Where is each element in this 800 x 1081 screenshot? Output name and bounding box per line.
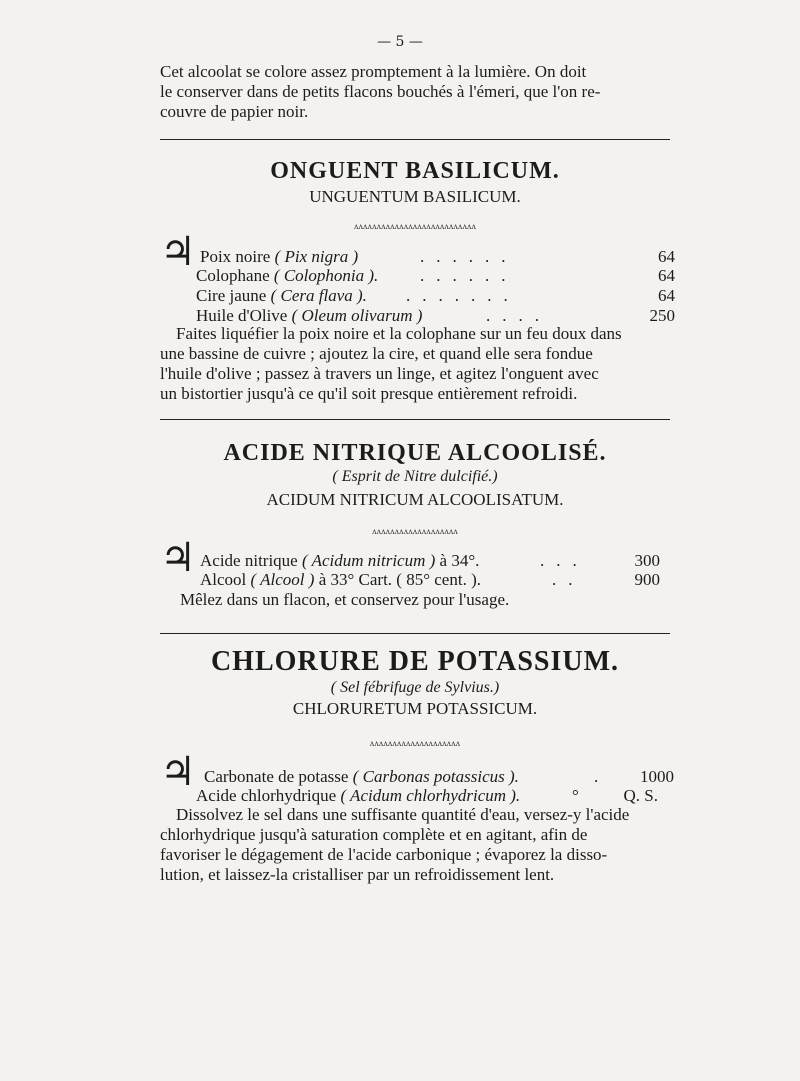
instruction-line: favoriser le dégagement de l'acide carbonique ; évaporez la disso- bbox=[160, 845, 608, 864]
ingredient-dots: ....... bbox=[406, 286, 520, 305]
ingredient-extra: à 34°. bbox=[439, 551, 480, 570]
ingredient-quantity: 900 bbox=[634, 570, 660, 589]
ingredient-name: Alcool bbox=[200, 570, 247, 589]
ingredient-row bbox=[196, 286, 675, 306]
ingredient-latin: ( Carbonas potassicus ). bbox=[352, 767, 519, 786]
ingredient-latin: ( Alcool ) bbox=[250, 570, 315, 589]
ingredient-latin: ( Colophonia ). bbox=[273, 266, 379, 285]
ingredient-name: Acide nitrique bbox=[200, 551, 298, 570]
section-divider bbox=[160, 633, 670, 634]
section-latin-title: CHLORURETUM POTASSICUM. bbox=[292, 699, 538, 718]
ingredient-quantity: Q. S. bbox=[623, 786, 658, 805]
instruction-line: Faites liquéfier la poix noire et la colophane sur un feu doux dans bbox=[176, 324, 622, 343]
ingredient-latin: ( Pix nigra ) bbox=[274, 247, 359, 266]
ingredient-row bbox=[204, 767, 674, 787]
instruction-line: Dissolvez le sel dans une suffisante quantité d'eau, versez-y l'acide bbox=[176, 805, 630, 824]
ingredient-row bbox=[196, 266, 675, 286]
ingredient-row bbox=[196, 306, 675, 326]
instruction-line: chlorhydrique jusqu'à saturation complète et en agitant, afin de bbox=[160, 825, 588, 844]
instruction-paragraph bbox=[160, 805, 675, 885]
section-latin-title: UNGUENTUM BASILICUM. bbox=[309, 187, 521, 206]
ingredient-dots: ...... bbox=[420, 247, 518, 266]
ingredient-name: Colophane bbox=[196, 266, 270, 285]
ingredient-latin: ( Acidum nitricum ) bbox=[301, 551, 436, 570]
section-title: ACIDE NITRIQUE ALCOOLISÉ. bbox=[223, 440, 607, 466]
ingredient-row bbox=[200, 551, 660, 571]
ingredient-quantity: 64 bbox=[658, 266, 675, 285]
ingredient-quantity: 250 bbox=[649, 306, 675, 325]
section-subtitle: ( Esprit de Nitre dulcifié.) bbox=[332, 468, 498, 485]
ingredient-row bbox=[200, 247, 675, 267]
instruction-line: lution, et laissez-la cristalliser par un refroidissement lent. bbox=[160, 865, 555, 884]
recipe-symbol-icon: ♃ bbox=[160, 749, 196, 795]
section-latin-title: ACIDUM NITRICUM ALCOOLISATUM. bbox=[266, 490, 564, 509]
section-subtitle: ( Sel fébrifuge de Sylvius.) bbox=[330, 679, 500, 696]
ingredient-latin: ( Acidum chlorhydricum ). bbox=[340, 786, 521, 805]
intro-paragraph bbox=[160, 62, 675, 122]
ornament-divider: ʌʌʌʌʌʌʌʌʌʌʌʌʌʌʌʌʌʌʌ bbox=[372, 527, 458, 536]
intro-line: le conserver dans de petits flacons bouchés à l'émeri, que l'on re- bbox=[160, 82, 601, 101]
ornament-divider: ʌʌʌʌʌʌʌʌʌʌʌʌʌʌʌʌʌʌʌʌʌʌʌʌʌʌʌ bbox=[353, 222, 477, 231]
ingredient-quantity: 64 bbox=[658, 247, 675, 266]
section-divider bbox=[160, 139, 670, 140]
ingredient-dots: .. bbox=[552, 570, 585, 589]
ingredient-latin: ( Cera flava ). bbox=[270, 286, 367, 305]
section-divider bbox=[160, 419, 670, 420]
intro-line: couvre de papier noir. bbox=[160, 102, 309, 121]
instruction-line: un bistortier jusqu'à ce qu'il soit presque entièrement refroidi. bbox=[160, 384, 578, 403]
ingredient-quantity: 300 bbox=[634, 551, 660, 570]
ingredient-name: Cire jaune bbox=[196, 286, 267, 305]
ingredient-name: Huile d'Olive bbox=[196, 306, 288, 325]
ingredient-dots: .... bbox=[486, 306, 551, 325]
ornament-divider: ʌʌʌʌʌʌʌʌʌʌʌʌʌʌʌʌʌʌʌʌ bbox=[369, 739, 461, 748]
ingredient-row bbox=[200, 570, 660, 590]
ingredient-name: Acide chlorhydrique bbox=[196, 786, 337, 805]
instruction-line: Mêlez dans un flacon, et conservez pour l'usage. bbox=[180, 590, 510, 609]
page-number: — 5 — bbox=[377, 34, 423, 50]
ingredient-row bbox=[196, 786, 658, 806]
ingredient-dots: . bbox=[594, 767, 611, 786]
ingredient-dots: ... bbox=[540, 551, 589, 570]
ingredient-latin: ( Oleum olivarum ) bbox=[291, 306, 423, 325]
ingredient-quantity: 1000 bbox=[640, 767, 674, 786]
instruction-paragraph bbox=[160, 324, 675, 404]
instruction-line: une bassine de cuivre ; ajoutez la cire, et quand elle sera fondue bbox=[160, 344, 593, 363]
ingredient-extra: à 33° Cart. ( 85° cent. ). bbox=[318, 570, 481, 589]
ingredient-quantity: 64 bbox=[658, 286, 675, 305]
ingredient-name: Carbonate de potasse bbox=[204, 767, 349, 786]
instruction-line: l'huile d'olive ; passez à travers un linge, et agitez l'onguent avec bbox=[160, 364, 599, 383]
ingredient-dots: ° bbox=[572, 786, 591, 805]
recipe-symbol-icon: ♃ bbox=[160, 229, 196, 275]
ingredient-dots: ...... bbox=[420, 266, 518, 285]
section-title: ONGUENT BASILICUM. bbox=[270, 158, 560, 184]
section-title: CHLORURE DE POTASSIUM. bbox=[210, 646, 620, 677]
recipe-symbol-icon: ♃ bbox=[160, 535, 196, 581]
intro-line: Cet alcoolat se colore assez promptement à la lumière. On doit bbox=[160, 62, 587, 81]
ingredient-name: Poix noire bbox=[200, 247, 271, 266]
